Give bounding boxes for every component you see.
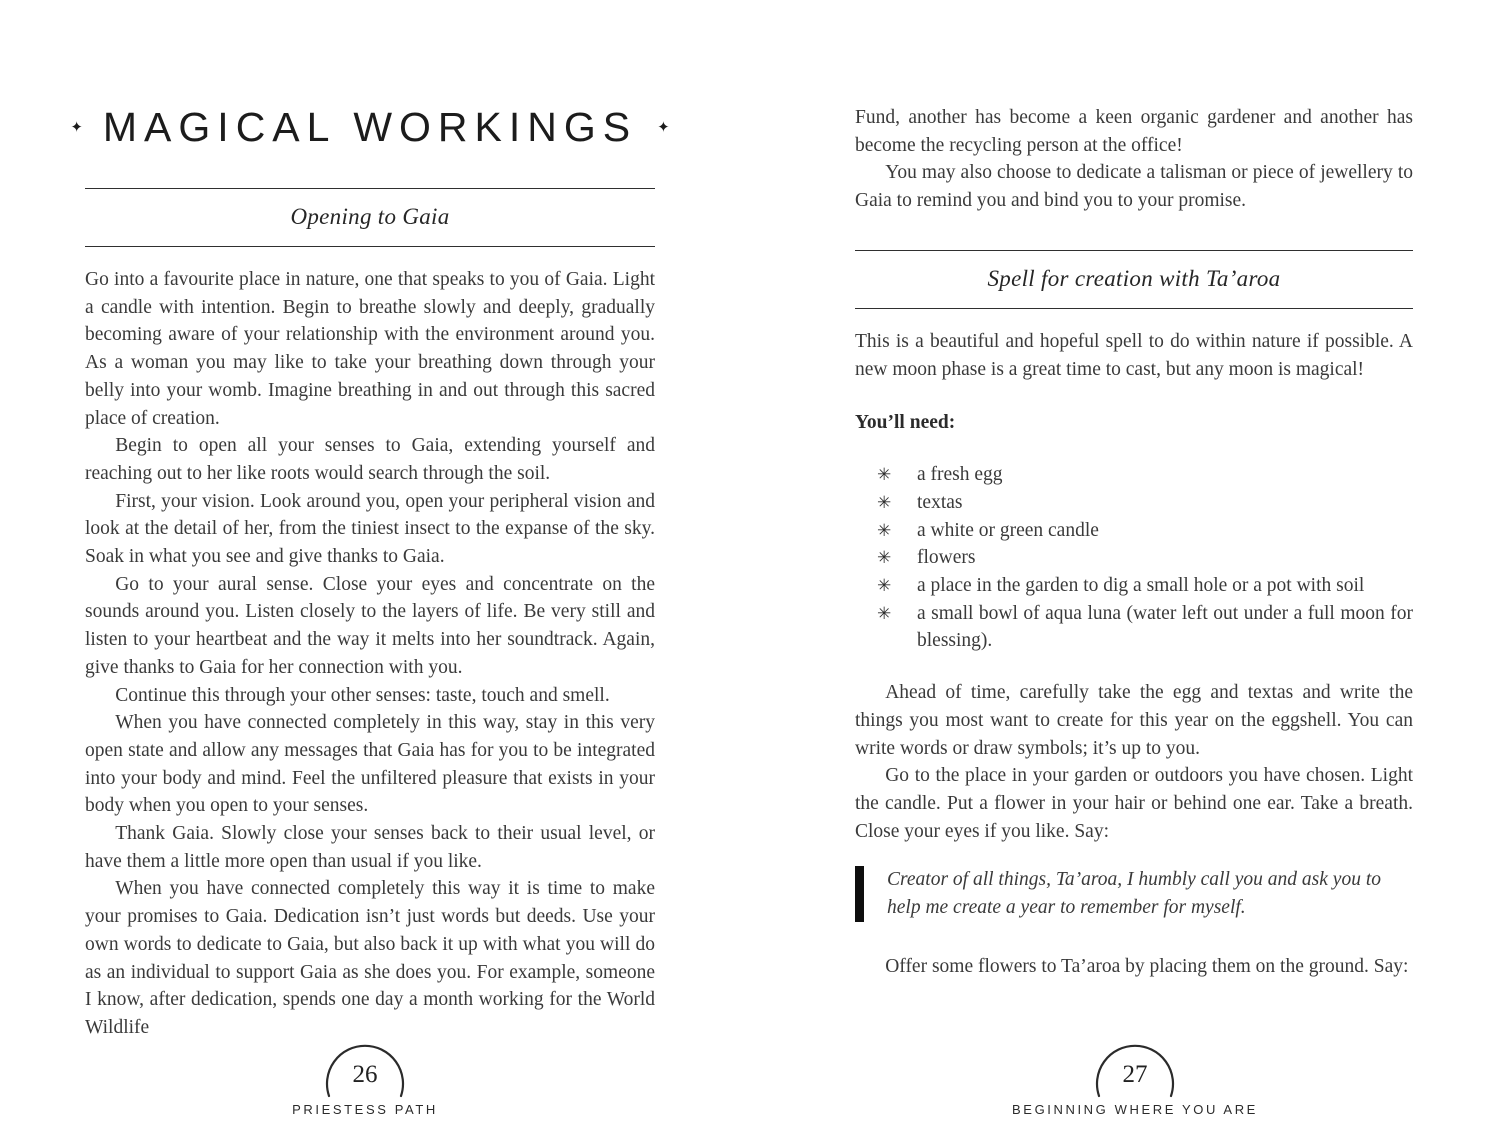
you-will-need-label: You’ll need: (855, 412, 956, 434)
paragraph: When you have connected completely in this way, stay in this very open state and allow any messages that Gaia has for you to be integrated into your body and mind. Feel the unfiltered pleasure that exists in your body when you open to your senses. (85, 712, 655, 817)
left-body-text (85, 266, 655, 1042)
section-heading-block (85, 188, 655, 247)
right-body-mid (855, 679, 1413, 845)
section-heading: Spell for creation with Ta’aroa (987, 265, 1281, 291)
list-item-text: a fresh egg (917, 464, 1003, 486)
star-bullet-icon: ✳ (877, 520, 892, 541)
star-bullet-icon: ✳ (877, 548, 892, 569)
list-item (877, 517, 1413, 545)
running-footer-label: PRIESTESS PATH (292, 1102, 438, 1117)
diamond-ornament-icon: ✦ (70, 120, 83, 136)
list-item (877, 461, 1413, 489)
page-number-ornament (315, 1044, 415, 1096)
list-item-text: a white or green candle (917, 519, 1099, 541)
page-number: 26 (352, 1061, 378, 1088)
running-footer-label: BEGINNING WHERE YOU ARE (1012, 1102, 1258, 1117)
right-body-top (855, 104, 1413, 215)
paragraph: Go into a favourite place in nature, one that speaks to you of Gaia. Light a candle with intention. Begin to breathe slowly and deeply, gradually becoming aware of your relationship with the environment around you. As a woman you may like to take your breathing down through your belly into your womb. Imagine breathing in and out through this sacred place of creation. (85, 269, 655, 429)
quote-text: Creator of all things, Ta’aroa, I humbly call you and ask you to help me create a year to remember for myself. (887, 869, 1381, 919)
paragraph: Begin to open all your senses to Gaia, extending yourself and reaching out to her like roots would search through the soil. (85, 435, 655, 484)
paragraph: When you have connected completely this way it is time to make your promises to Gaia. Dedication isn’t just words but deeds. Use your own words to dedicate to Gaia, but also back it up with what you will do as an individual to support Gaia as she does you. For example, someone I know, after dedication, spends one day a month working for the World Wildlife (85, 878, 655, 1038)
list-item-text: flowers (917, 547, 976, 569)
star-bullet-icon: ✳ (877, 465, 892, 486)
paragraph: Thank Gaia. Slowly close your senses back to their usual level, or have them a little more open than usual if you like. (85, 823, 655, 872)
list-item-text: a small bowl of aqua luna (water left out under a full moon for blessing). (917, 602, 1413, 652)
horizontal-rule (85, 246, 655, 247)
horizontal-rule (855, 308, 1413, 309)
section-heading-block (855, 250, 1413, 309)
chapter-title: MAGICAL WORKINGS (102, 104, 638, 150)
page-number-ornament (1085, 1044, 1185, 1096)
spell-quote (855, 866, 1413, 922)
paragraph: First, your vision. Look around you, open your peripheral vision and look at the detail of her, from the tiniest insect to the expanse of the sky. Soak in what you see and give thanks to Gaia. (85, 490, 655, 568)
left-page (70, 100, 670, 1042)
section-heading: Opening to Gaia (290, 204, 450, 229)
star-bullet-icon: ✳ (877, 603, 892, 624)
quote-bar (855, 866, 864, 922)
list-item (877, 600, 1413, 655)
chapter-title-row (70, 104, 670, 151)
paragraph: You may also choose to dedicate a talisman or piece of jewellery to Gaia to remind you and bind you to your promise. (855, 162, 1413, 212)
list-item (877, 544, 1413, 572)
paragraph: Ahead of time, carefully take the egg and textas and write the things you most want to create for this year on the eggshell. You can write words or draw symbols; it’s up to you. (855, 682, 1413, 759)
paragraph: Offer some flowers to Ta’aroa by placing them on the ground. Say: (885, 956, 1409, 978)
right-body-closing (855, 953, 1413, 981)
diamond-ornament-icon: ✦ (657, 120, 670, 136)
page-number: 27 (1122, 1061, 1148, 1088)
right-page-footer (995, 1044, 1275, 1117)
left-page-footer (225, 1044, 505, 1117)
star-bullet-icon: ✳ (877, 492, 892, 513)
paragraph: Go to your aural sense. Close your eyes and concentrate on the sounds around you. Listen closely to the layers of life. Be very still and listen to your heartbeat and the way it melts into her soundtrack. Again, give thanks to Gaia for her connection with you. (85, 573, 655, 678)
list-item-text: a place in the garden to dig a small hole or a pot with soil (917, 575, 1365, 597)
list-item-text: textas (917, 491, 963, 513)
paragraph: Go to the place in your garden or outdoors you have chosen. Light the candle. Put a flower in your hair or behind one ear. Take a breath. Close your eyes if you like. Say: (855, 765, 1413, 842)
paragraph: Fund, another has become a keen organic gardener and another has become the recycling person at the office! (855, 107, 1413, 156)
paragraph: This is a beautiful and hopeful spell to do within nature if possible. A new moon phase is a great time to cast, but any moon is magical! (855, 330, 1413, 380)
right-page (855, 100, 1413, 981)
list-item (877, 489, 1413, 517)
supplies-list (855, 461, 1413, 655)
star-bullet-icon: ✳ (877, 576, 892, 597)
right-body-text (855, 328, 1413, 383)
list-item (877, 572, 1413, 600)
paragraph: Continue this through your other senses: taste, touch and smell. (115, 684, 610, 706)
